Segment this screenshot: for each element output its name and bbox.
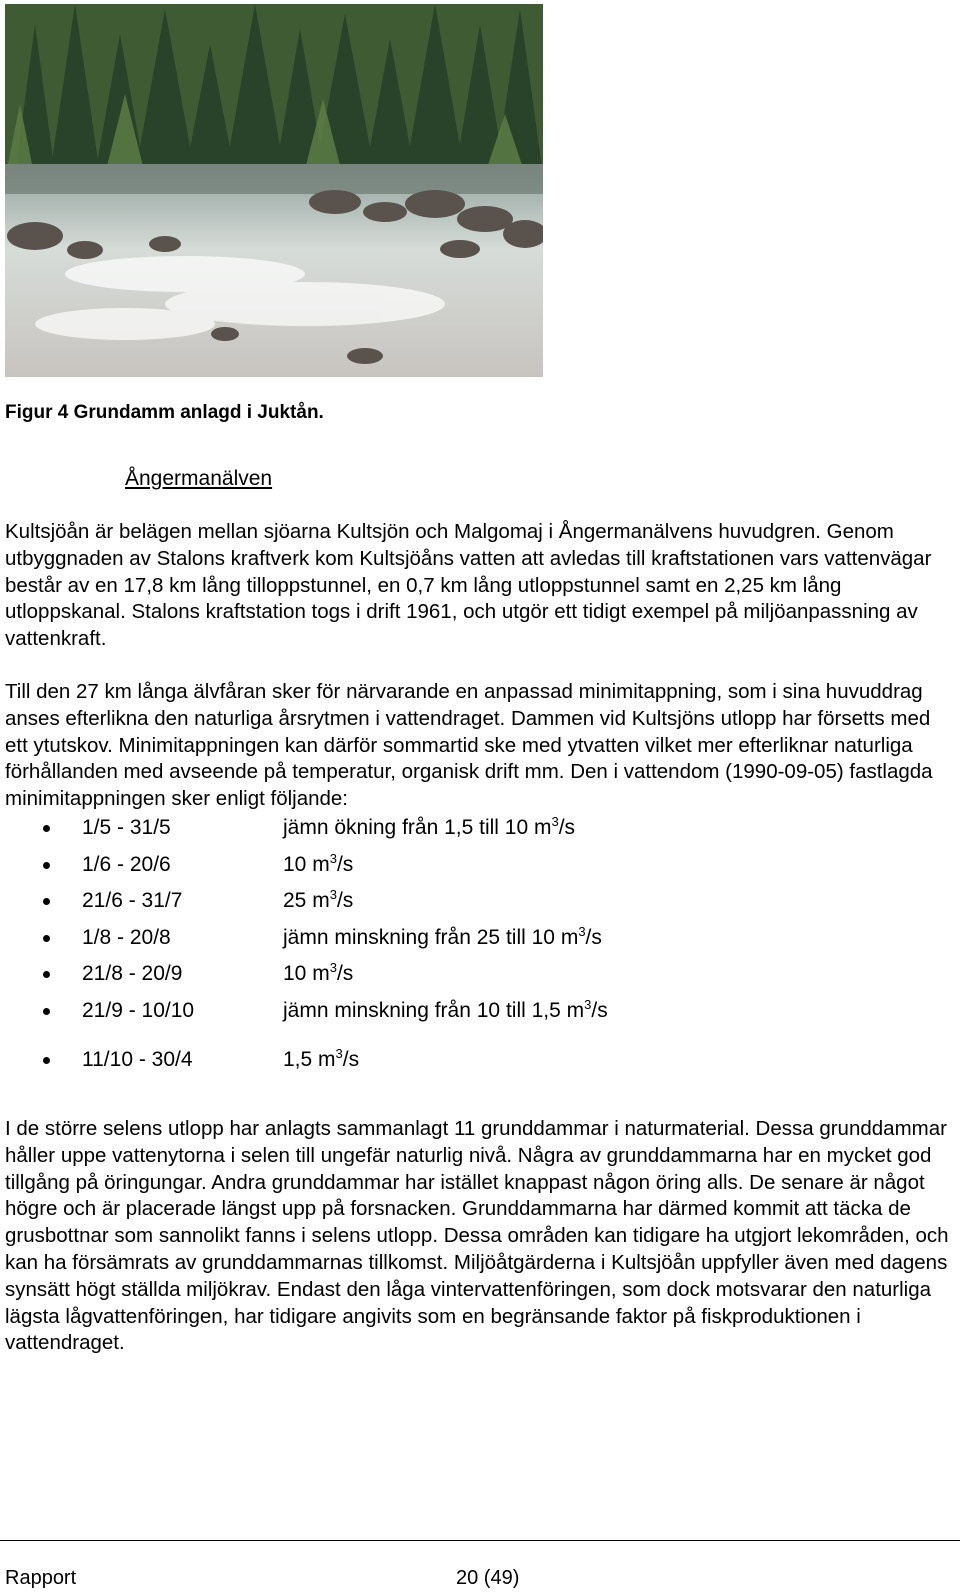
unit-prefix: m: [533, 816, 552, 839]
bullet: [43, 935, 50, 942]
schedule-period: 21/9 - 10/10: [82, 999, 195, 1022]
bullet: [43, 862, 50, 869]
section-heading: Ångermanälven: [125, 467, 273, 490]
schedule-flow: [283, 850, 353, 880]
schedule-period: 21/8 - 20/9: [82, 962, 183, 985]
bullet: [43, 825, 50, 832]
schedule-flow: [283, 886, 353, 916]
unit-prefix: m: [560, 926, 579, 949]
unit-exponent: 3: [551, 814, 559, 829]
unit-suffix: /s: [591, 999, 608, 1022]
bullet: [43, 1057, 50, 1064]
schedule-flow: [283, 923, 602, 953]
schedule-period: 1/8 - 20/8: [82, 926, 171, 949]
schedule-period: 1/6 - 20/6: [82, 853, 171, 876]
schedule-flow: [283, 1045, 359, 1075]
unit-exponent: 3: [335, 1046, 343, 1061]
schedule-flow: [283, 813, 575, 843]
unit-suffix: /s: [342, 1048, 360, 1071]
unit-exponent: 3: [578, 924, 586, 939]
schedule-item: [0, 959, 900, 989]
unit-prefix: m: [312, 889, 330, 912]
unit-exponent: 3: [584, 997, 592, 1012]
flow-value: jämn minskning från 25 till 10: [283, 926, 555, 949]
bullet: [43, 898, 50, 905]
schedule-item: [0, 996, 900, 1026]
unit-exponent: 3: [329, 960, 337, 975]
unit-exponent: 3: [329, 887, 337, 902]
figure-caption: Figur 4 Grundamm anlagd i Juktån.: [5, 402, 324, 423]
paragraph-grunddammar: I de större selens utlopp har anlagts sammanlagt 11 grunddammar i naturmaterial. Dessa grunddammar håller uppe vattenytorna i selen till ungefär naturlig nivå. Några av grunddammarna har en mycket god tillgång på öringungar. Andra grunddammar har istället knappast någon öring alls. De senare är något högre och är placerade längst upp på forsnacken. Grunddammarna har därmed kommit att täcka de grusbottnar som sannolikt fanns i selens utlopp. Dessa områden kan tidigare ha utgjort lekområden, och kan ha försämrats av grunddammarnas tillkomst. Miljöåtgärderna i Kultsjöån uppfyller även med dagens synsätt högt ställda miljökrav. Endast den låga vintervattenföringen, som dock motsvarar den naturliga lägsta lågvattenföringen, har tidigare angivits som en begränsande faktor på fiskproduktionen i vattendraget.: [5, 1117, 949, 1355]
bullet: [43, 971, 50, 978]
unit-suffix: /s: [558, 816, 576, 839]
schedule-flow: [283, 959, 353, 989]
unit-prefix: m: [318, 1048, 336, 1071]
flow-value: jämn minskning från 10 till 1,5: [283, 999, 561, 1022]
schedule-period: 11/10 - 30/4: [82, 1048, 193, 1071]
unit-exponent: 3: [329, 851, 337, 866]
flow-value: 10: [283, 962, 307, 985]
schedule-item: [0, 886, 900, 916]
schedule-item: [0, 923, 900, 953]
bullet: [43, 1008, 50, 1015]
paragraph-kultsjoan-intro: Kultsjöån är belägen mellan sjöarna Kultsjön och Malgomaj i Ångermanälvens huvudgren. Genom utbyggnaden av Stalons kraftverk kom Kultsjöåns vatten att avledas till kraftstationen vars vattenvägar består av en 17,8 km lång tilloppstunnel, en 0,7 km lång utloppstunnel samt en 2,25 km lång utloppskanal. Stalons kraftstation togs i drift 1961, och utgör ett tidigt exempel på miljöanpassning av vattenkraft.: [5, 520, 932, 651]
unit-prefix: m: [566, 999, 585, 1022]
unit-suffix: /s: [585, 926, 602, 949]
schedule-item: [0, 850, 900, 880]
unit-prefix: m: [312, 962, 330, 985]
schedule-item: [0, 1045, 900, 1075]
flow-value: jämn ökning från 1,5 till 10: [283, 816, 529, 839]
unit-suffix: /s: [336, 889, 354, 912]
schedule-item: [0, 813, 900, 843]
river-photo-drawing: [5, 4, 543, 377]
page-number: 20 (49): [456, 1567, 520, 1589]
flow-value: 1,5: [283, 1048, 313, 1071]
schedule-period: 21/6 - 31/7: [82, 889, 183, 912]
footer-report-label: Rapport: [5, 1567, 77, 1589]
unit-prefix: m: [312, 853, 330, 876]
schedule-period: 1/5 - 31/5: [82, 816, 171, 839]
paragraph-minimitappning: Till den 27 km långa älvfåran sker för närvarande en anpassad minimitappning, som i sina huvuddrag anses efterlikna den naturliga årsrytmen i vattendraget. Dammen vid Kultsjöns utlopp har försetts med ett ytutskov. Minimitappningen kan därför sommartid ske med ytvatten vilket mer efterliknar naturliga förhållanden med avseende på temperatur, organisk drift mm. Den i vattendom (1990-09-05) fastlagda minimitappningen sker enligt följande:: [5, 680, 933, 811]
flow-value: 25: [283, 889, 307, 912]
unit-suffix: /s: [336, 962, 354, 985]
flow-value: 10: [283, 853, 307, 876]
schedule-flow: [283, 996, 608, 1026]
unit-suffix: /s: [336, 853, 354, 876]
river-photo: [5, 4, 543, 377]
footer-divider: [0, 1540, 960, 1541]
